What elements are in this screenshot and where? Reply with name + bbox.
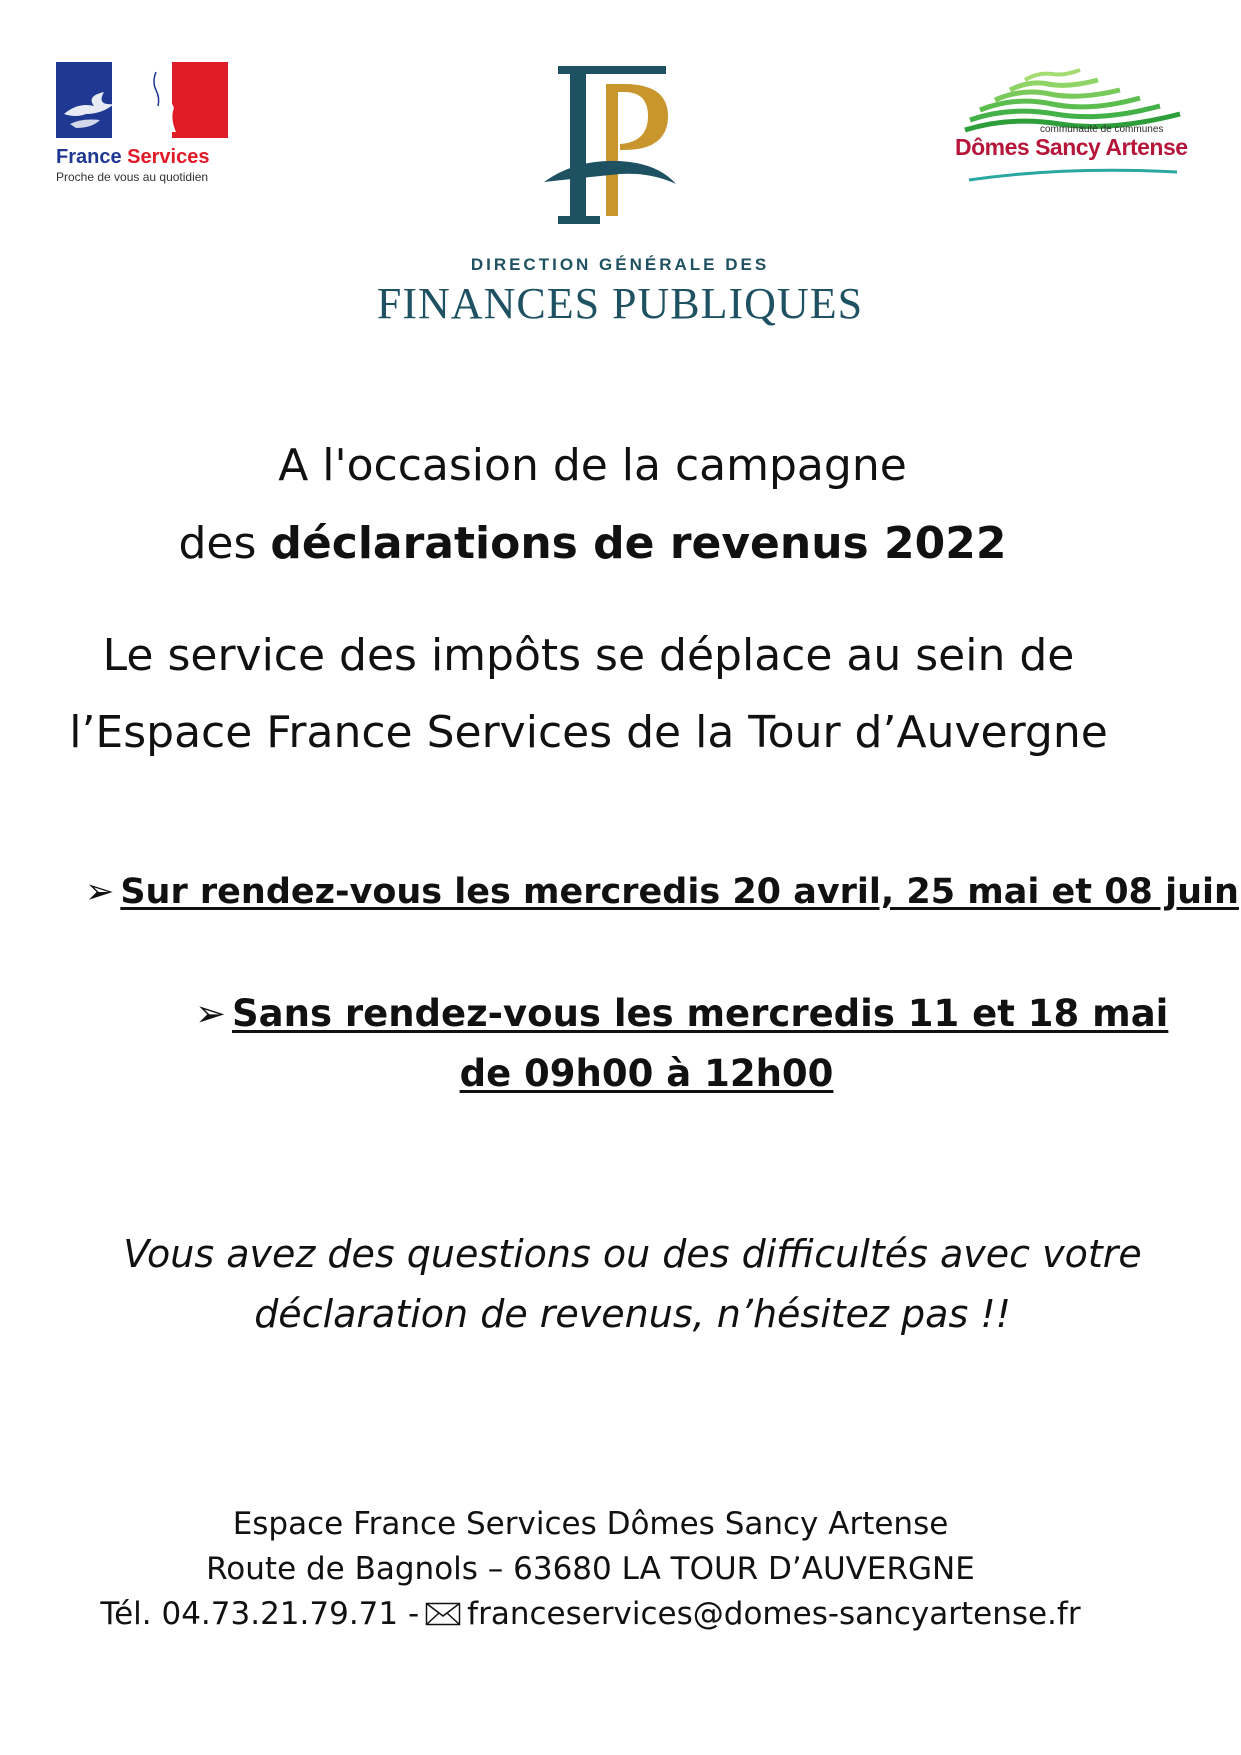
intro-line-1: A l'occasion de la campagne xyxy=(278,440,907,491)
domes-sancy-swoosh-icon xyxy=(965,164,1180,184)
walk-in-bullet: ➢ Sans rendez-vous les mercredis 11 et 18 mai xyxy=(195,992,1169,1035)
walk-in-hours: de 09h00 à 12h00 xyxy=(459,1052,834,1095)
envelope-icon xyxy=(425,1602,461,1626)
question-line-1: Vous avez des questions ou des difficultés avec votre xyxy=(123,1232,1142,1276)
intro-highlight: déclarations de revenus 2022 xyxy=(270,518,1007,569)
france-services-logo xyxy=(56,62,232,188)
service-line-2: l’Espace France Services de la Tour d’Auvergne xyxy=(69,707,1108,758)
footer-contact xyxy=(0,1596,1211,1632)
dgfip-subtitle: DIRECTION GÉNÉRALE DES xyxy=(470,255,770,274)
footer-email: franceservices@domes-sancyartense.fr xyxy=(467,1596,1081,1632)
service-line-1: Le service des impôts se déplace au sein de xyxy=(102,630,1075,681)
arrow-bullet-icon: ➢ xyxy=(195,992,227,1035)
question-line-2: déclaration de revenus, n’hésitez pas !! xyxy=(254,1292,1011,1336)
domes-sancy-name: Dômes Sancy Artense xyxy=(955,134,1188,160)
domes-sancy-subtitle: communauté de communes xyxy=(1040,124,1164,135)
footer-phone: Tél. 04.73.21.79.71 - xyxy=(100,1596,420,1632)
dgfip-fp-monogram xyxy=(540,60,680,230)
footer-organization: Espace France Services Dômes Sancy Artense xyxy=(232,1506,949,1542)
footer-address: Route de Bagnols – 63680 LA TOUR D’AUVERGNE xyxy=(206,1551,975,1587)
intro-line-2: des déclarations de revenus 2022 xyxy=(178,518,1007,569)
france-services-tagline: Proche de vous au quotidien xyxy=(56,170,209,184)
dgfip-title: FINANCES PUBLIQUES xyxy=(376,279,864,328)
france-services-name: France Services xyxy=(56,146,210,168)
arrow-bullet-icon: ➢ xyxy=(85,872,115,912)
marianne-profile-icon xyxy=(56,62,228,138)
appointment-bullet: ➢ Sur rendez-vous les mercredis 20 avril, 25 mai et 08 juin xyxy=(85,872,1239,912)
